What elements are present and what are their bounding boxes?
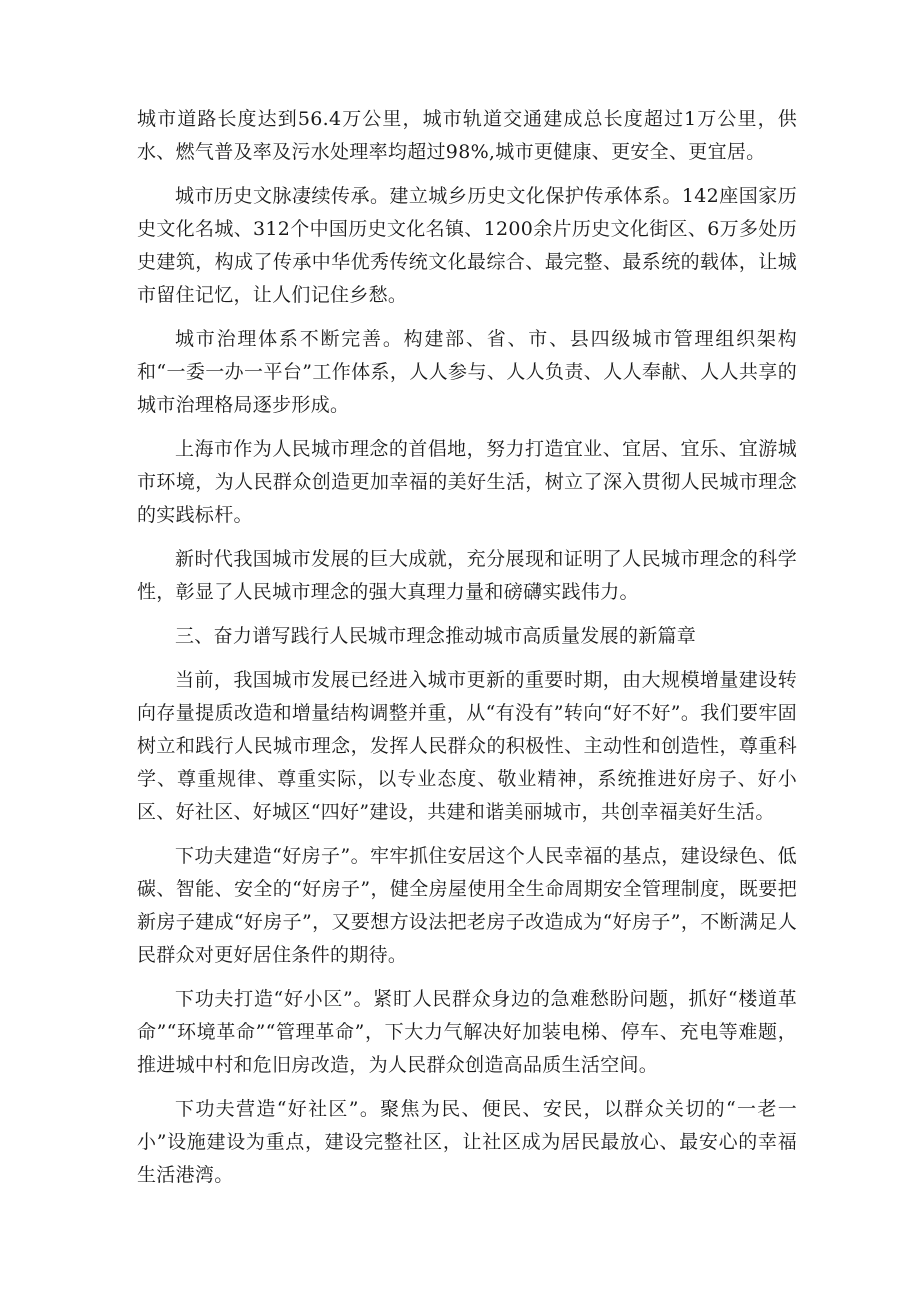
paragraph-2: 城市历史文脉凄续传承。建立城乡历史文化保护传承体系。142座国家历史文化名城、312个中国历史文化名镇、1200余片历史文化街区、6万多处历史建筑，构成了传承中华优秀传统文化最综合、最完整、最系统的载体，让城市留住记忆，让人们记住乡愁。 [137, 185, 797, 306]
paragraph-4: 上海市作为人民城市理念的首倡地，努力打造宜业、宜居、宜乐、宜游城市环境，为人民群众创造更加幸福的美好生活，树立了深入贯彻人民城市理念的实践标杆。 [137, 438, 797, 526]
paragraph-7: 当前，我国城市发展已经进入城市更新的重要时期，由大规模增量建设转向存量提质改造和增量结构调整并重，从“有没有”转向“好不好”。我们要牢固树立和践行人民城市理念，发挥人民群众的积极性、主动性和创造性，尊重科学、尊重规律、尊重实际，以专业态度、敬业精神，系统推进好房子、好小区、好社区、好城区“四好”建设，共建和谐美丽城市，共创幸福美好生活。 [137, 669, 797, 823]
paragraph-8: 下功夫建造“好房子”。牢牢抓住安居这个人民幸福的基点，建设绿色、低碳、智能、安全的“好房子”，健全房屋使用全生命周期安全管理制度，既要把新房子建成“好房子”，又要想方设法把老房子改造成为“好房子”，不断满足人民群众对更好居住条件的期待。 [137, 845, 797, 966]
paragraph-3: 城市治理体系不断完善。构建部、省、市、县四级城市管理组织架构和“一委一办一平台”工作体系，人人参与、人人负责、人人奉献、人人共享的城市治理格局逐步形成。 [137, 328, 797, 416]
section-heading: 三、奋力谱写践行人民城市理念推动城市高质量发展的新篇章 [175, 625, 697, 647]
paragraph-1: 城市道路长度达到56.4万公里，城市轨道交通建成总长度超过1万公里，供水、燃气普及率及污水处理率均超过98%,城市更健康、更安全、更宜居。 [137, 108, 797, 163]
paragraph-5: 新时代我国城市发展的巨大成就，充分展现和证明了人民城市理念的科学性，彰显了人民城市理念的强大真理力量和磅礴实践伟力。 [137, 548, 797, 603]
document-body [137, 103, 797, 1203]
paragraph-10: 下功夫营造“好社区”。聚焦为民、便民、安民，以群众关切的“一老一小”设施建设为重点，建设完整社区，让社区成为居民最放心、最安心的幸福生活港湾。 [137, 1098, 797, 1186]
paragraph-9: 下功夫打造“好小区”。紧盯人民群众身边的急难愁盼问题，抓好“楼道革命”“环境革命”“管理革命”，下大力气解决好加装电梯、停车、充电等难题，推进城中村和危旧房改造，为人民群众创造高品质生活空间。 [137, 988, 797, 1076]
